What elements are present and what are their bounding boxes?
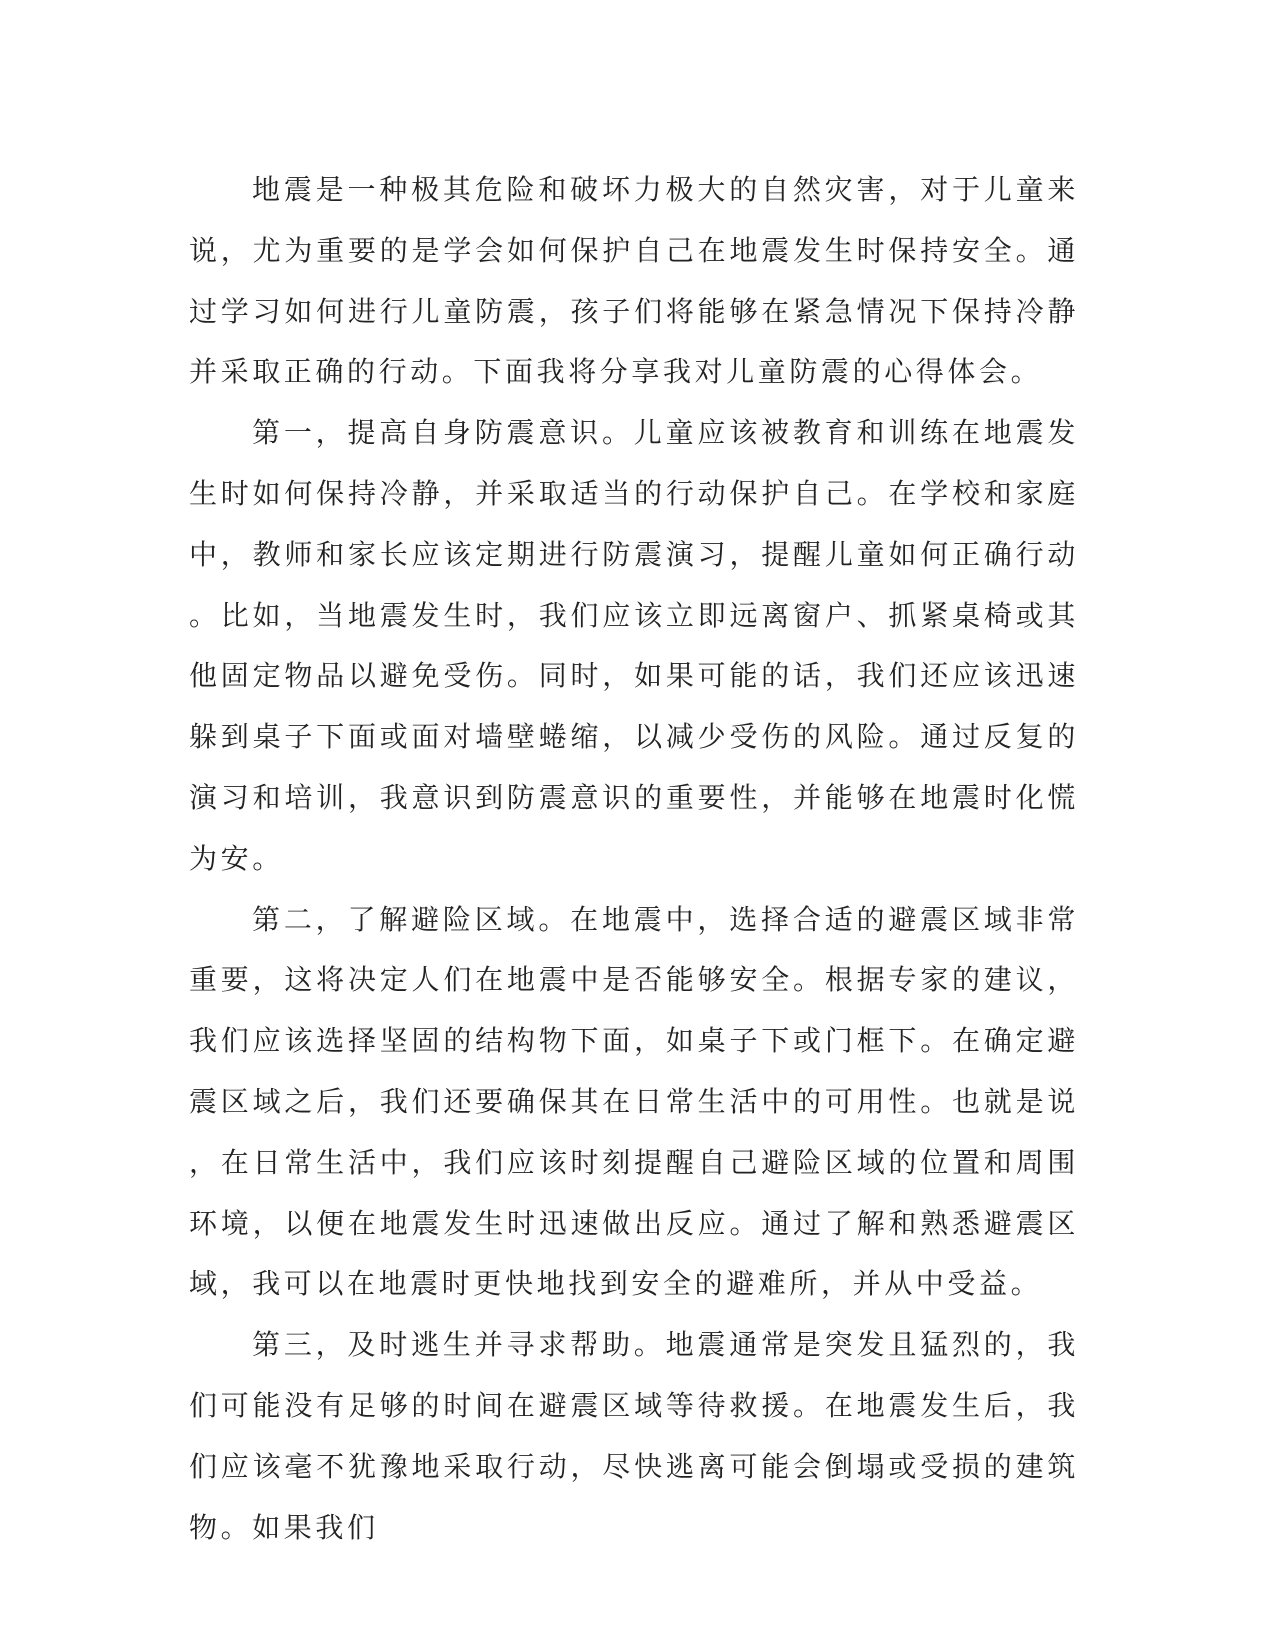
paragraph-first: 第一，提高自身防震意识。儿童应该被教育和训练在地震发生时如何保持冷静，并采取适当的行动保护自己。在学校和家庭中，教师和家长应该定期进行防震演习，提醒儿童如何正确行动。比如，当地震发生时，我们应该立即远离窗户、抓紧桌椅或其他固定物品以避免受伤。同时，如果可能的话，我们还应该迅速躲到桌子下面或面对墙壁蜷缩，以减少受伤的风险。通过反复的演习和培训，我意识到防震意识的重要性，并能够在地震时化慌为安。 xyxy=(189,416,1079,875)
paragraph-third: 第三，及时逃生并寻求帮助。地震通常是突发且猛烈的，我们可能没有足够的时间在避震区域等待救援。在地震发生后，我们应该毫不犹豫地采取行动，尽快逃离可能会倒塌或受损的建筑物。如果我们 xyxy=(189,1328,1079,1544)
paragraph-second: 第二，了解避险区域。在地震中，选择合适的避震区域非常重要，这将决定人们在地震中是否能够安全。根据专家的建议，我们应该选择坚固的结构物下面，如桌子下或门框下。在确定避震区域之后，我们还要确保其在日常生活中的可用性。也就是说，在日常生活中，我们应该时刻提醒自己避险区域的位置和周围环境，以便在地震发生时迅速做出反应。通过了解和熟悉避震区域，我可以在地震时更快地找到安全的避难所，并从中受益。 xyxy=(189,902,1079,1301)
document-body xyxy=(189,160,1079,1558)
paragraph-intro: 地震是一种极其危险和破坏力极大的自然灾害，对于儿童来说，尤为重要的是学会如何保护自己在地震发生时保持安全。通过学习如何进行儿童防震，孩子们将能够在紧急情况下保持冷静并采取正确的行动。下面我将分享我对儿童防震的心得体会。 xyxy=(189,173,1079,389)
